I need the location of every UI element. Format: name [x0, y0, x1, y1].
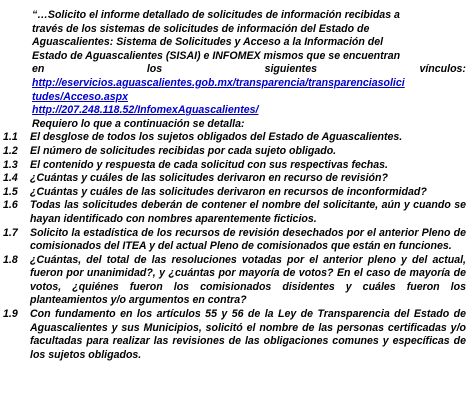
intro-text: través de los sistemas de solicitudes de información del Estado de — [32, 22, 370, 35]
item-text: ¿Cuántas y cuáles de las solicitudes derivaron en recurso de revisión? — [30, 172, 388, 185]
item-number: 1.6 — [3, 199, 18, 212]
intro-line: Aguascalientes: Sistema de Solicitudes y Acceso a la Información del — [32, 36, 384, 49]
intro-line: “…Solicito el informe detallado de solicitudes de información recibidas a — [32, 9, 400, 21]
link-line — [32, 104, 466, 118]
intro-word: vínculos: — [419, 63, 466, 76]
item-text: Con fundamento en los artículos 55 y 56 de la Ley de Transparencia del Estado de Aguascalientes y sus Municipios, solicitó el nombre de las personas certificadas y/o facultadas para realizar las revisiones de las obligaciones comunes y específicas de los sujetos obligados. — [30, 308, 466, 361]
item-text: El desglose de todos los sujetos obligados del Estado de Aguascalientes. — [30, 131, 403, 144]
intro-line — [32, 23, 466, 37]
list-item — [0, 186, 472, 200]
item-number: 1.9 — [3, 308, 18, 321]
item-text: Solicito la estadística de los recursos de revisión desechados por el anterior Pleno de comisionados del ITEA y del actual Pleno de comisionados que están en funciones. — [30, 226, 466, 253]
item-text: ¿Cuántas y cuáles de las solicitudes derivaron en recursos de inconformidad? — [30, 185, 427, 198]
intro-word: en — [32, 63, 45, 76]
link-infomex[interactable]: http://207.248.118.52/InfomexAguascalientes/ — [32, 104, 259, 117]
list-item — [0, 159, 472, 173]
item-text: El número de solicitudes recibidas por cada sujeto obligado. — [30, 144, 337, 157]
intro-line — [32, 63, 466, 77]
link-line — [32, 91, 466, 105]
list-item — [0, 145, 472, 159]
item-text: ¿Cuántas, del total de las resoluciones votadas por el anterior pleno y del actual, fueron por unanimidad?, y ¿cuántas por mayoría de votos? En el caso de mayoría de votos, ¿quiénes fueron los comisionados disidentes y cuáles fueron los planteamientos y/o argumentos en contra? — [30, 253, 466, 307]
item-number: 1.7 — [3, 226, 18, 239]
item-number: 1.3 — [3, 158, 18, 171]
list-item — [0, 308, 472, 362]
link-sisai-continued[interactable]: tudes/Acceso.aspx — [32, 90, 128, 103]
item-text: El contenido y respuesta de cada solicitud con sus respectivas fechas. — [30, 158, 388, 171]
item-number: 1.8 — [3, 253, 18, 266]
intro-word: los — [146, 63, 163, 76]
item-text: Todas las solicitudes deberán de contener el nombre del solicitante, aún y cuando se hayan identificado con nombres aparentemente ficticios. — [30, 199, 466, 225]
intro-word: siguientes — [264, 63, 317, 76]
list-item — [0, 199, 472, 226]
item-number: 1.4 — [3, 172, 18, 185]
item-number: 1.2 — [3, 144, 18, 157]
list-item — [0, 131, 472, 145]
list-item — [0, 254, 472, 308]
list-item — [0, 172, 472, 186]
request-items-list — [0, 131, 472, 362]
document-body — [0, 9, 472, 362]
list-item — [0, 227, 472, 254]
request-intro — [32, 9, 466, 131]
item-number: 1.5 — [3, 185, 18, 198]
request-line: Requiero lo que a continuación se detalla: — [32, 117, 245, 130]
link-sisai[interactable]: http://eservicios.aguascalientes.gob.mx/transparencia/transparenciasolici — [32, 76, 405, 89]
item-number: 1.1 — [3, 131, 18, 144]
intro-line: Estado de Aguascalientes (SISAI) e INFOMEX mismos que se encuentran — [32, 49, 401, 62]
link-line — [32, 77, 466, 91]
